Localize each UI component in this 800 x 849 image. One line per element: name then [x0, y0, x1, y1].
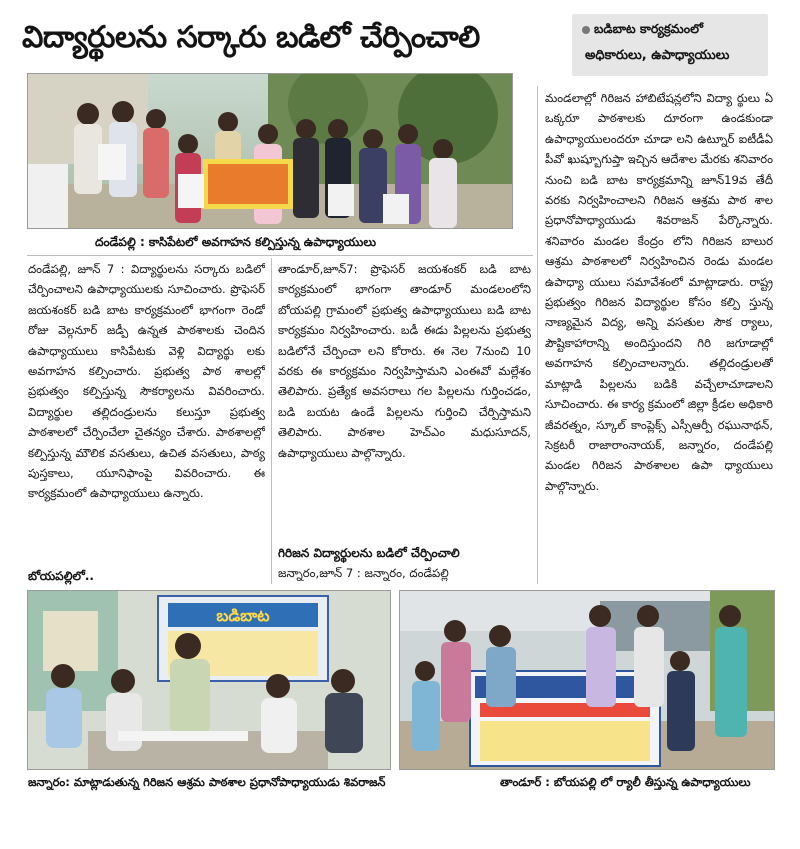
top-photo-image	[28, 74, 512, 228]
bottom-right-caption: తాండూర్ : బోయపల్లి లో ర్యాలీ తీస్తున్న ఉపాధ్యాయులు	[500, 775, 751, 789]
bottom-left-photo	[27, 590, 391, 770]
column-1	[28, 259, 265, 565]
column-2-text: తాండూర్,జూన్7: ప్రొఫెసర్ జయశంకర్ బడి బాట కార్యక్రమంలో భాగంగా తాండూర్ మండలంలోని బోయపల్లి గ్రామంలో ప్రభుత్వ ఉపాధ్యాయులు బడి బాట కార్యక్రమం నిర్వహించారు. బడీ ఈడు పిల్లలను ప్రభుత్వ బడిలోనే చేర్పించా లని కోరారు. ఈ నెల 7నుంచి 10 వరకు ఈ కార్యక్రమం నిర్వహిస్తామని ఎంఈవో మల్లేశం తెలిపారు. ప్రత్యేక అవసరాలు గల పిల్లలను గుర్తించడం, బడి బయట ఉండే పిల్లలను గుర్తించి చేర్పిస్తామని తెలిపారు. పాఠశాల హెచ్ఎం మధుసూదన్, ఉపాధ్యాయులు పాల్గొన్నారు.	[278, 262, 531, 460]
summary-line-1	[582, 20, 766, 38]
bullet-icon	[582, 26, 590, 34]
top-photo-caption: దండేపల్లి : కాసిపేటలో అవగాహన కల్పిస్తున్న ఉపాధ్యాయులు	[95, 235, 376, 249]
summary-line-1-text: బడిబాట కార్యక్రమంలో	[594, 21, 703, 36]
column-1-subhead: బోయపల్లిలో..	[28, 569, 94, 583]
column-2-subhead: గిరిజన విద్యార్థులను బడిలో చేర్పించాలి	[278, 546, 460, 560]
column-3	[545, 88, 773, 584]
column-3-text: మండలాల్లో గిరిజన హాబిటేషన్లలోని విద్యా ర్థులు ఏ ఒక్కరూ పాఠశాలకు దూరంగా ఉండకుండా ఉపాధ్యాయులందరూ చూడా లని ఉట్నూర్ ఐటీడీఏ పీవో ఖుష్బూగుప్తా ఇచ్చిన ఆదేశాల మేరకు శనివారం నుంచి బడి బాట కార్యక్రమాన్ని జూన్19వ తేదీ వరకు నిర్వహించాలని గిరిజన ఆశ్రమ పాఠ శాల ప్రధానోపాధ్యాయుడు శివరాజన్ పేర్కొన్నారు. శనివారం మండల కేంద్రం లోని గిరిజన బాలుర ఆశ్రమ పాఠశాలలో నిర్వహించిన రెండు మండల ఉపాధ్యా యులు సమావేశంలో మాట్లాడారు. రాష్ట్ర ప్రభుత్వం గిరిజన విద్యార్థుల కోసం కల్పి స్తున్న నాణ్యమైన విద్య, అన్ని వసతుల సౌక ర్యాలు, పౌష్టికాహారాన్ని అందిస్తుందని గిరి జగూడాల్లో అవగాహన కల్పించాలన్నారు. తల్లిదండ్రులతో మాట్లాడి పిల్లలను బడికి వచ్చేలాచూడాలని సూచించారు. ఈ కార్య క్రమంలో జిల్లా క్రీడల అధికారి జీవరత్నం, స్కూల్ కాంప్లెక్స్ ఎస్సీఆర్పీ రఘునాథన్, సెక్రటరీ రాజారాంనాయక్, జన్నారం, దండేపల్లి మండల గిరిజన పాఠశాలల ఉపా ధ్యాయులు పాల్గొన్నారు.	[545, 91, 773, 493]
caption-rule	[27, 255, 533, 256]
top-photo	[27, 73, 513, 229]
bottom-right-photo	[399, 590, 775, 770]
poster-banner-label: బడిబాట	[216, 606, 270, 625]
column-rule-1	[271, 258, 272, 584]
column-rule-2	[537, 86, 538, 584]
column-1-text: దండేపల్లి, జూన్ 7 : విద్యార్థులను సర్కారు బడిలో చేర్పించాలని ఉపాధ్యాయులకు సూచించారు. ప్రొఫెసర్ జయశంకర్ బడి బాట కార్యక్రమంలో భాగంగా రెండో రోజు వెల్గనూర్ జడ్పీ ఉన్నత పాఠశాలకు చెందిన ఉపాధ్యాయులు కాసిపేటకు వెళ్లి విద్యార్థు లకు అవగాహన కల్పించారు. ప్రభుత్వ పాఠ శాలల్లో ప్రభుత్వం కల్పిస్తున్న సౌకర్యాలను వివరించారు. విద్యార్థుల తల్లిదండ్రులను కలుస్తూ ప్రభుత్వ పాఠశాలలో చేర్పించేలా చైతన్యం చేశారు. పాఠశాలల్లో కల్పిస్తున్న మౌలిక వసతులు, ఉచిత వసతులు, పాఠ్య పుస్తకాలు, యూనిఫాంపై వివరించారు. ఈ కార్యక్రమంలో ఉపాధ్యాయులు ఉన్నారు.	[28, 262, 265, 501]
bottom-left-caption: జన్నారం: మాట్లాడుతున్న గిరిజన ఆశ్రమ పాఠశాల ప్రధానోపాధ్యాయుడు శివరాజన్	[28, 775, 386, 789]
headline: విద్యార్థులను సర్కారు బడిలో చేర్పించాలి	[22, 20, 480, 55]
column-2	[278, 259, 531, 544]
column-2-tail-text: జన్నారం,జూన్ 7 : జన్నారం, దండేపల్లి	[278, 566, 449, 580]
column-2-tail	[278, 563, 531, 585]
bottom-left-photo-image	[28, 591, 390, 769]
summary-line-2: అధికారులు, ఉపాధ్యాయులు	[585, 48, 730, 63]
bottom-right-photo-image	[400, 591, 774, 769]
